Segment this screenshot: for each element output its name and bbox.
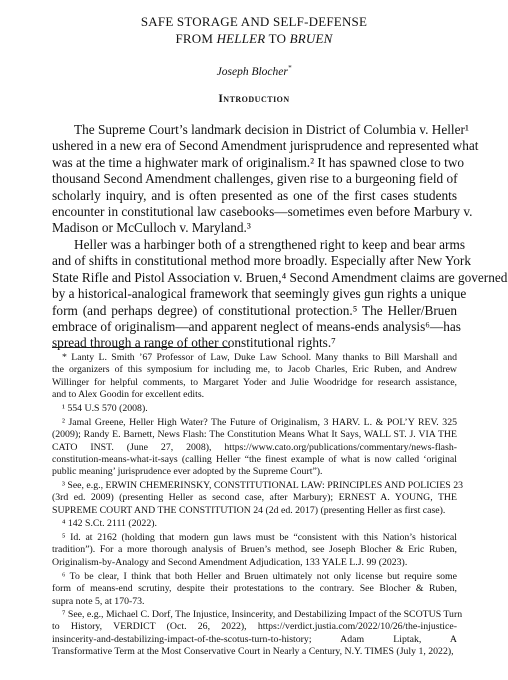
text-line: scholarly inquiry, and is often presented as one of the first cases students: [52, 187, 457, 203]
footnote-5: [52, 532, 457, 569]
text-line: ¹ 554 U.S 570 (2008).: [62, 403, 148, 414]
footnote-7: [52, 609, 463, 658]
text-line: and to Alex Goodin for excellent edits.: [52, 388, 205, 400]
footnote-3: [52, 480, 464, 517]
text-line: form of means-end scrutiny, despite their protestations to the contrary. See Blocher & Ruben,: [52, 583, 457, 595]
text-line: Heller was a harbinger both of a strengthened right to keep and bear arms: [74, 237, 466, 252]
author-name: Joseph Blocher: [216, 66, 288, 78]
text-line: ⁵ Id. at 2162 (holding that modern gun laws must be “consistent with this Nation’s historical: [62, 532, 457, 543]
text-line: * Lanty L. Smith ’67 Professor of Law, Duke Law School. Many thanks to Bill Marshall and: [62, 352, 457, 363]
text-line: the organizers of this symposium for including me, to Jacob Charles, Eric Ruben, and Andrew: [52, 364, 457, 376]
text-line: State Rifle and Pistol Association v. Bruen,⁴ Second Amendment claims are governed: [52, 269, 508, 285]
article-title-line-2: [0, 31, 508, 47]
footnote-star: [52, 352, 457, 401]
text-line: supra note 5, at 170-73.: [52, 595, 145, 607]
article-title-line-1: [0, 14, 508, 30]
title-text-2a: FROM: [175, 31, 217, 46]
text-line: (2009); Randy E. Barnett, News Flash: The Constitution Means What It Says, WALL ST. J. VIA THE: [52, 429, 457, 441]
title-text-1: SAFE STORAGE AND SELF-DEFENSE: [140, 14, 368, 29]
text-line: embrace of originalism—and apparent neglect of means-ends analysis⁶—has: [52, 319, 461, 335]
title-text-2d: BRUEN: [289, 31, 333, 46]
text-line: form (and perhaps degree) of constitutional protection.⁵ The Heller/Bruen: [52, 302, 457, 318]
body-paragraph-1: [52, 122, 479, 237]
text-line: spread through a range of other constitutional rights.⁷: [52, 335, 336, 351]
text-line: ⁴ 142 S.Ct. 2111 (2022).: [62, 518, 157, 529]
text-line: SUPREME COURT AND THE CONSTITUTION 24 (2d ed. 2017) (presenting Heller as first case).: [52, 504, 446, 516]
text-line: insincerity-and-destabilizing-impact-of-the-scotus-turn-to-history; Adam Liptak, A: [52, 633, 457, 645]
text-line: (3rd ed. 2009) (presenting Heller as second case, after Marbury); ERNEST A. YOUNG, THE: [52, 492, 457, 504]
text-line: by a historical-analogical framework that seemingly gives gun rights a unique: [52, 286, 467, 302]
text-line: constitution-means-what-it-says (calling Heller “the finest example of what is now called ‘original: [52, 453, 457, 465]
footnote-4: [52, 518, 457, 530]
author-line: [0, 66, 508, 78]
text-line: Transformative Term at the Most Conservative Court in Nearly a Century, N.Y. TIMES (July 1, 2022),: [52, 645, 454, 657]
section-heading: Introduction: [218, 93, 290, 105]
text-line: was at the time a highwater mark of originalism.² It has spawned close to two: [52, 154, 465, 170]
text-line: ushered in a new era of Second Amendment jurisprudence and represented what: [52, 138, 479, 154]
text-line: Originalism-by-Analogy and Second Amendment Adjudication, 133 YALE L.J. 99 (2023).: [52, 556, 408, 568]
title-text-2b: HELLER: [216, 31, 266, 46]
text-line: ⁶ To be clear, I think that both Heller and Bruen ultimately not only license but require some: [62, 571, 457, 582]
text-line: tradition”). For a more thorough analysis of Bruen’s method, see Joseph Blocher & Eric Ruben,: [52, 544, 457, 556]
body-paragraph-2: [52, 237, 508, 352]
footnote-divider: [52, 347, 230, 348]
text-line: Madison or McCulloch v. Maryland.³: [52, 220, 251, 236]
text-line: ⁷ See, e.g., Michael C. Dorf, The Injustice, Insincerity, and Destabilizing Impact of the SCOTUS Turn: [62, 609, 463, 620]
title-text-2c: TO: [265, 31, 290, 46]
text-line: Willinger for helpful comments, to Margaret Yoder and Julie Woodridge for research assistance,: [52, 376, 457, 388]
text-line: thousand Second Amendment challenges, given rise to a burgeoning field of: [52, 171, 458, 187]
footnote-6: [52, 571, 457, 608]
text-line: public meaning’ jurisprudence ever adopted by the Supreme Court”).: [52, 466, 323, 478]
author-footnote-mark: *: [287, 64, 292, 73]
text-line: and of shifts in constitutional method more broadly. Especially after New York: [52, 253, 472, 269]
footnote-1: [52, 403, 457, 415]
footnote-2: [52, 417, 457, 478]
text-line: CATO INST. (June 27, 2008), https://www.cato.org/publications/commentary/news-flash-: [52, 441, 457, 453]
text-line: to History, VERDICT (Oct. 26, 2022), https://verdict.justia.com/2022/10/26/the-injustice-: [52, 621, 457, 633]
text-line: ³ See, e.g., ERWIN CHEMERINSKY, CONSTITUTIONAL LAW: PRINCIPLES AND POLICIES 23: [62, 480, 464, 491]
text-line: The Supreme Court’s landmark decision in District of Columbia v. Heller¹: [74, 122, 469, 137]
text-line: encounter in constitutional law casebooks—sometimes even before Marbury v.: [52, 204, 473, 220]
text-line: ² Jamal Greene, Heller High Water? The Future of Originalism, 3 HARV. L. & POL’Y REV. 325: [62, 417, 457, 428]
